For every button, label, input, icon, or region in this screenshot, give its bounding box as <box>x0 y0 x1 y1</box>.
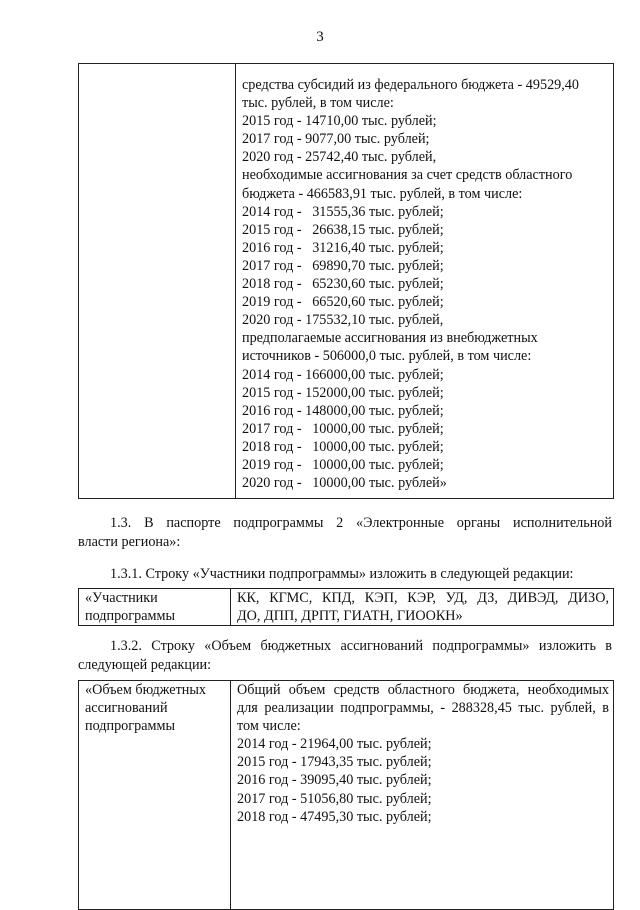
funding-line: 2019 год - 66520,60 тыс. рублей; <box>242 294 444 311</box>
funding-line: 2020 год - 175532,10 тыс. рублей, <box>242 312 444 329</box>
funding-line: 2018 год - 10000,00 тыс. рублей; <box>242 438 444 455</box>
participants-value-cell <box>231 589 614 626</box>
page-number: 3 <box>316 29 324 45</box>
budget-allocation-table <box>78 680 614 910</box>
funding-line: 2017 год - 10000,00 тыс. рублей; <box>242 420 444 437</box>
value-line: для реализации подпрограммы, - 288328,45 тыс. рублей, в <box>237 700 609 717</box>
budget-value-cell <box>231 681 614 910</box>
paragraph-1-3-1 <box>78 565 612 584</box>
paragraph-line: следующей редакции: <box>78 656 212 673</box>
funding-line: предполагаемые ассигнования из внебюджетных <box>242 330 538 347</box>
funding-line: 2017 год - 9077,00 тыс. рублей; <box>242 131 430 148</box>
paragraph-line: власти региона»: <box>78 533 181 550</box>
funding-line: 2016 год - 31216,40 тыс. рублей; <box>242 239 444 256</box>
funding-line: источников - 506000,0 тыс. рублей, в том числе: <box>242 348 532 365</box>
funding-line: 2014 год - 166000,00 тыс. рублей; <box>242 366 444 383</box>
participants-label-cell <box>79 589 231 626</box>
value-line: 2016 год - 39095,40 тыс. рублей; <box>237 772 432 789</box>
funding-continuation-table <box>78 63 614 499</box>
value-line: 2014 год - 21964,00 тыс. рублей; <box>237 736 432 753</box>
value-line: КК, КГМС, КПД, КЭП, КЭР, УД, ДЗ, ДИВЭД, ДИЗО, <box>237 590 609 606</box>
funding-line: 2015 год - 152000,00 тыс. рублей; <box>242 384 444 401</box>
funding-details-cell <box>236 64 614 499</box>
funding-line: тыс. рублей, в том числе: <box>242 95 394 112</box>
funding-line: 2016 год - 148000,00 тыс. рублей; <box>242 402 444 419</box>
funding-line: бюджета - 466583,91 тыс. рублей, в том числе: <box>242 185 523 202</box>
label-line: ассигнований <box>85 700 168 717</box>
funding-line: 2014 год - 31555,36 тыс. рублей; <box>242 203 444 220</box>
value-line: том числе: <box>237 718 301 735</box>
funding-line: средства субсидий из федерального бюджета - 49529,40 <box>242 77 579 93</box>
label-line: подпрограммы <box>85 718 175 735</box>
paragraph-line: 1.3. В паспорте подпрограммы 2 «Электронные органы исполнительной <box>110 515 612 531</box>
funding-line: 2020 год - 10000,00 тыс. рублей» <box>242 475 447 492</box>
value-line: 2018 год - 47495,30 тыс. рублей; <box>237 808 432 825</box>
paragraph-1-3-2 <box>78 637 612 674</box>
label-line: подпрограммы <box>85 608 175 625</box>
label-line: «Участники <box>85 590 158 606</box>
value-line: Общий объем средств областного бюджета, необходимых <box>237 682 609 698</box>
paragraph-1-3 <box>78 514 612 551</box>
value-line: 2017 год - 51056,80 тыс. рублей; <box>237 790 432 807</box>
funding-line: 2015 год - 14710,00 тыс. рублей; <box>242 113 437 130</box>
paragraph-line: 1.3.1. Строку «Участники подпрограммы» изложить в следующей редакции: <box>110 566 574 582</box>
label-line: «Объем бюджетных <box>85 682 207 698</box>
empty-label-cell <box>79 64 236 499</box>
funding-line: 2018 год - 65230,60 тыс. рублей; <box>242 276 444 293</box>
participants-table <box>78 588 614 626</box>
budget-label-cell <box>79 681 231 910</box>
value-line: ДО, ДПП, ДРПТ, ГИАТН, ГИООКН» <box>237 608 463 625</box>
paragraph-line: 1.3.2. Строку «Объем бюджетных ассигнований подпрограммы» изложить в <box>110 638 612 654</box>
funding-line: 2017 год - 69890,70 тыс. рублей; <box>242 257 444 274</box>
funding-line: 2015 год - 26638,15 тыс. рублей; <box>242 221 444 238</box>
funding-line: 2020 год - 25742,40 тыс. рублей, <box>242 149 437 166</box>
funding-line: 2019 год - 10000,00 тыс. рублей; <box>242 456 444 473</box>
value-line: 2015 год - 17943,35 тыс. рублей; <box>237 754 432 771</box>
funding-line: необходимые ассигнования за счет средств областного <box>242 167 573 184</box>
